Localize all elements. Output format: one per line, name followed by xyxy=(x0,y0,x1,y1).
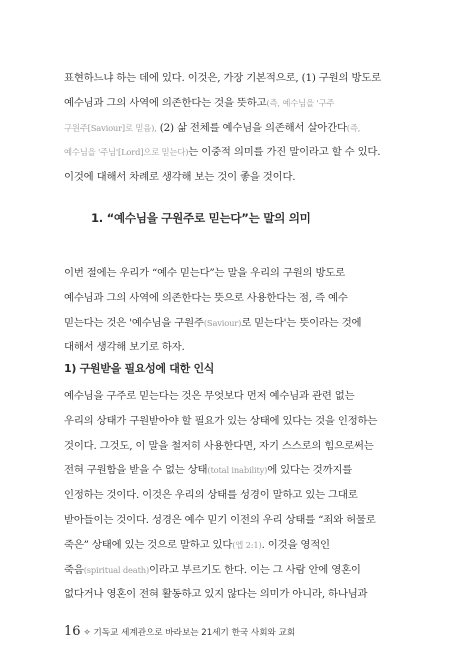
gloss-text: (즉, xyxy=(346,122,361,133)
text-line xyxy=(64,140,400,165)
text-line xyxy=(64,165,400,190)
text-line xyxy=(64,66,400,91)
text-line xyxy=(64,558,400,583)
gloss-text: 구원주[Saviour]로 믿음), xyxy=(64,122,157,133)
running-title: ✧ 기독교 세계관으로 바라보는 21세기 한국 사회와 교회 xyxy=(83,628,296,638)
gloss-text: (Saviour) xyxy=(203,317,242,328)
body-text: 로 믿는다'는 뜻이라는 것에 xyxy=(241,316,362,329)
body-text: 것이다. 그것도, 이 말을 철저히 사용한다면, 자기 스스로의 힘으로써는 xyxy=(64,439,374,452)
body-text: 전혀 구원함을 받을 수 없는 상태 xyxy=(64,464,208,477)
text-line xyxy=(64,582,400,607)
body-text: 믿는다는 것은 '예수님을 구원주 xyxy=(64,316,204,329)
body-paragraph-3 xyxy=(64,384,400,607)
text-line xyxy=(64,533,400,558)
body-text: (2) 삶 전체를 예수님을 의존해서 살아간다 xyxy=(156,121,347,134)
text-line xyxy=(64,286,400,311)
body-text: 예수님과 그의 사역에 의존한다는 뜻으로 사용한다는 점, 즉 예수 xyxy=(64,291,348,304)
body-text: 에 있다는 것까지를 xyxy=(267,464,353,477)
text-line xyxy=(64,116,400,141)
body-text: 우리의 상태가 구원받아야 할 필요가 있는 상태에 있다는 것을 인정하는 xyxy=(64,414,378,427)
body-text: 이라고 부르기도 한다. 이는 그 사람 안에 영혼이 xyxy=(149,563,361,576)
body-text: 표현하느냐 하는 데에 있다. 이것은, 가장 기본적으로, (1) 구원의 방도로 xyxy=(64,72,381,84)
text-line xyxy=(64,508,400,533)
text-line xyxy=(64,91,400,116)
body-text: 없다거나 영혼이 전혀 활동하고 있지 않다는 의미가 아니라, 하나님과 xyxy=(64,588,368,601)
text-line xyxy=(64,483,400,508)
text-line xyxy=(64,311,400,336)
text-line xyxy=(64,335,400,360)
text-line xyxy=(64,384,400,409)
body-text: 죽은” 상태에 있는 것으로 말하고 있다 xyxy=(64,538,233,551)
body-text: 받아들이는 것이다. 성경은 예수 믿기 이전의 우리 상태를 “죄와 허물로 xyxy=(64,513,376,526)
body-paragraph-2 xyxy=(64,261,400,360)
text-line xyxy=(64,261,400,286)
body-text: 예수님과 그의 사역에 의존한다는 것을 뜻하고 xyxy=(64,96,267,109)
section-heading: 1. “예수님을 구원주로 믿는다”는 말의 의미 xyxy=(91,211,311,225)
page-footer xyxy=(64,620,404,639)
body-paragraph-1 xyxy=(64,66,400,190)
body-text: 인정하는 것이다. 이것은 우리의 상태를 성경이 말하고 있는 그대로 xyxy=(64,489,358,502)
page-number: 16 xyxy=(64,624,81,639)
body-text: . 이것을 영적인 xyxy=(261,538,330,551)
text-line xyxy=(64,409,400,434)
gloss-text: (엡 2:1) xyxy=(232,539,262,550)
body-text: 죽음 xyxy=(64,563,84,576)
body-text: 예수님을 구주로 믿는다는 것은 무엇보다 먼저 예수님과 관련 없는 xyxy=(64,390,355,402)
gloss-text: 예수님을 '주님'[Lord]으로 믿는다) xyxy=(64,147,189,158)
body-text: 이번 절에는 우리가 “예수 믿는다”는 말을 우리의 구원의 방도로 xyxy=(64,267,345,279)
body-text: 이것에 대해서 차례로 생각해 보는 것이 좋을 것이다. xyxy=(64,171,296,184)
text-line xyxy=(64,458,400,483)
body-text: 대해서 생각해 보기로 하자. xyxy=(64,341,185,354)
gloss-text: (spiritual death) xyxy=(83,564,150,575)
gloss-text: (즉, 예수님을 '구주 xyxy=(266,97,335,108)
gloss-text: (total inability) xyxy=(207,465,268,476)
body-text: 는 이중적 의미를 가진 말이라고 할 수 있다. xyxy=(188,146,381,159)
subsection-heading: 1) 구원받을 필요성에 대한 인식 xyxy=(64,362,215,375)
text-line xyxy=(64,434,400,459)
